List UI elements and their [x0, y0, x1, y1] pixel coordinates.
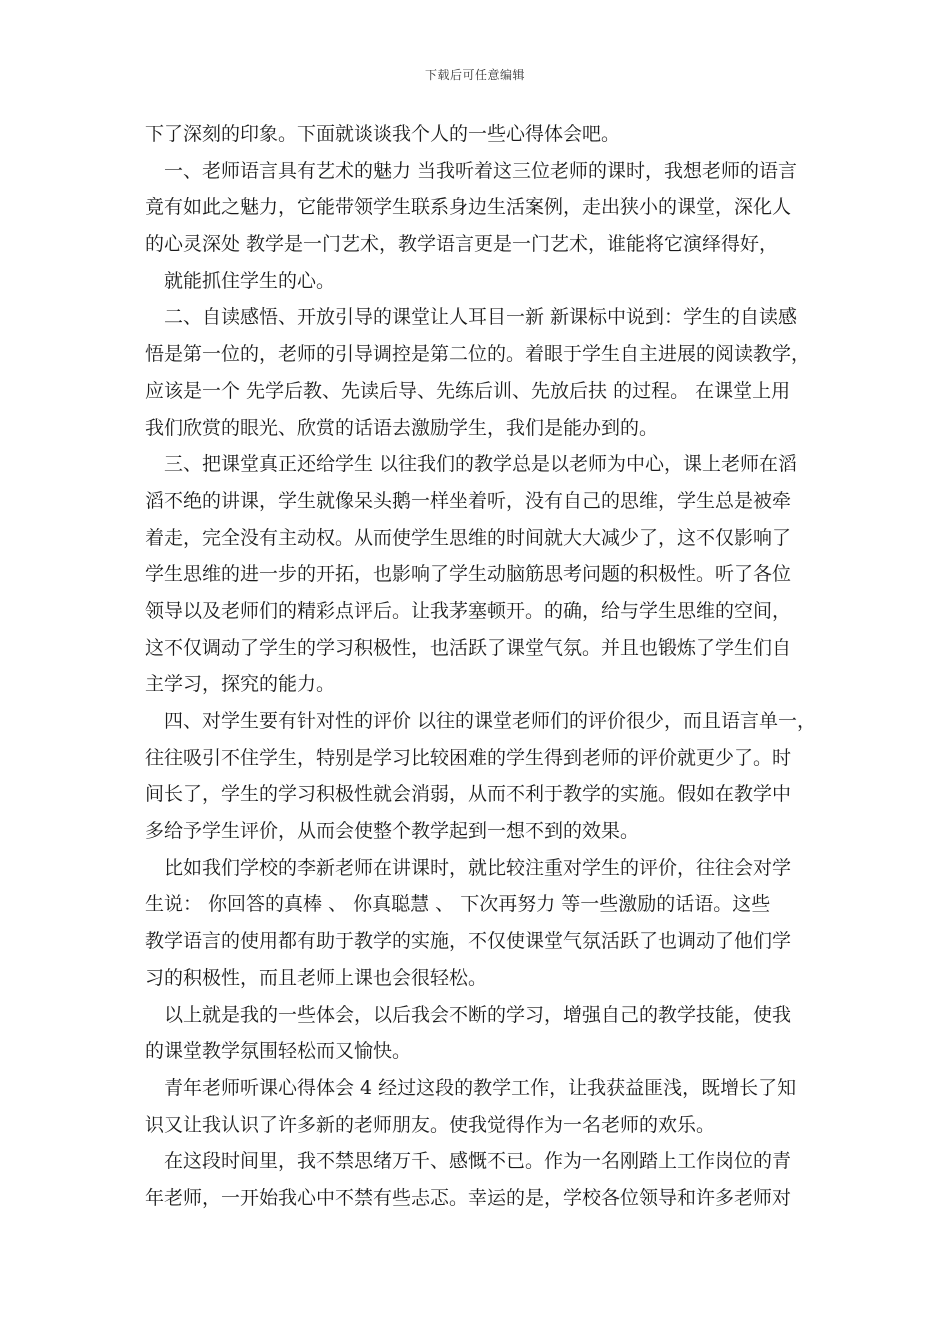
- text-line: 三、把课堂真正还给学生 以往我们的教学总是以老师为中心，课上老师在滔: [164, 453, 798, 476]
- text-line: 青年老师听课心得体会 4 经过这段的教学工作，让我获益匪浅，既增长了知: [164, 1076, 797, 1099]
- text-line: 二、自读感悟、开放引导的课堂让人耳目一新 新课标中说到：学生的自读感: [164, 306, 798, 329]
- text-line: 识又让我认识了许多新的老师朋友。使我觉得作为一名老师的欢乐。: [145, 1113, 716, 1136]
- text-line: 往往吸引不住学生，特别是学习比较困难的学生得到老师的评价就更少了。时: [145, 746, 792, 769]
- text-line: 多给予学生评价，从而会使整个教学起到一想不到的效果。: [145, 820, 640, 843]
- text-line: 在这段时间里，我不禁思绪万千、感慨不已。作为一名刚踏上工作岗位的青: [164, 1150, 792, 1173]
- text-line: 滔不绝的讲课，学生就像呆头鹅一样坐着听，没有自己的思维，学生总是被牵: [145, 489, 792, 512]
- text-line: 以上就是我的一些体会，以后我会不断的学习，增强自己的教学技能，使我: [164, 1003, 792, 1026]
- text-line: 习的积极性，而且老师上课也会很轻松。: [145, 966, 488, 989]
- text-line: 年老师，一开始我心中不禁有些忐忑。幸运的是，学校各位领导和许多老师对: [145, 1186, 792, 1209]
- text-line: 教学语言的使用都有助于教学的实施，不仅使课堂气氛活跃了也调动了他们学: [145, 930, 792, 953]
- text-line: 主学习，探究的能力。: [145, 673, 336, 696]
- text-line: 的心灵深处 教学是一门艺术，教学语言更是一门艺术，谁能将它演绎得好，: [145, 233, 779, 256]
- text-line: 生说： 你回答的真棒 、 你真聪慧 、 下次再努力 等一些激励的话语。这些: [145, 893, 771, 916]
- text-line: 学生思维的进一步的开拓，也影响了学生动脑筋思考问题的积极性。听了各位: [145, 563, 792, 586]
- text-line: 竟有如此之魅力，它能带领学生联系身边生活案例，走出狭小的课堂，深化人: [145, 196, 792, 219]
- text-line: 一、老师语言具有艺术的魅力 当我听着这三位老师的课时，我想老师的语言: [164, 159, 798, 182]
- text-line: 比如我们学校的李新老师在讲课时，就比较注重对学生的评价，往往会对学: [164, 856, 792, 879]
- text-line: 就能抓住学生的心。: [164, 269, 336, 292]
- text-line: 的课堂教学氛围轻松而又愉快。: [145, 1040, 412, 1063]
- text-line: 悟是第一位的，老师的引导调控是第二位的。着眼于学生自主进展的阅读教学，: [145, 343, 811, 366]
- page-header: 下载后可任意编辑: [424, 68, 525, 82]
- text-line: 下了深刻的印象。下面就谈谈我个人的一些心得体会吧。: [145, 123, 621, 145]
- text-line: 领导以及老师们的精彩点评后。让我茅塞顿开。的确，给与学生思维的空间，: [145, 599, 792, 622]
- text-line: 着走，完全没有主动权。从而使学生思维的时间就大大减少了，这不仅影响了: [145, 526, 792, 549]
- text-line: 四、对学生要有针对性的评价 以往的课堂老师们的评价很少，而且语言单一，: [164, 710, 817, 732]
- text-line: 间长了，学生的学习积极性就会消弱，从而不利于教学的实施。假如在教学中: [145, 783, 792, 806]
- text-line: 这不仅调动了学生的学习积极性，也活跃了课堂气氛。并且也锻炼了学生们自: [145, 636, 792, 659]
- document-body: [145, 116, 817, 1217]
- text-line: 我们欣赏的眼光、欣赏的话语去激励学生，我们是能办到的。: [145, 416, 659, 439]
- text-line: 应该是一个 先学后教、先读后导、先练后训、先放后扶 的过程。 在课堂上用: [145, 379, 791, 402]
